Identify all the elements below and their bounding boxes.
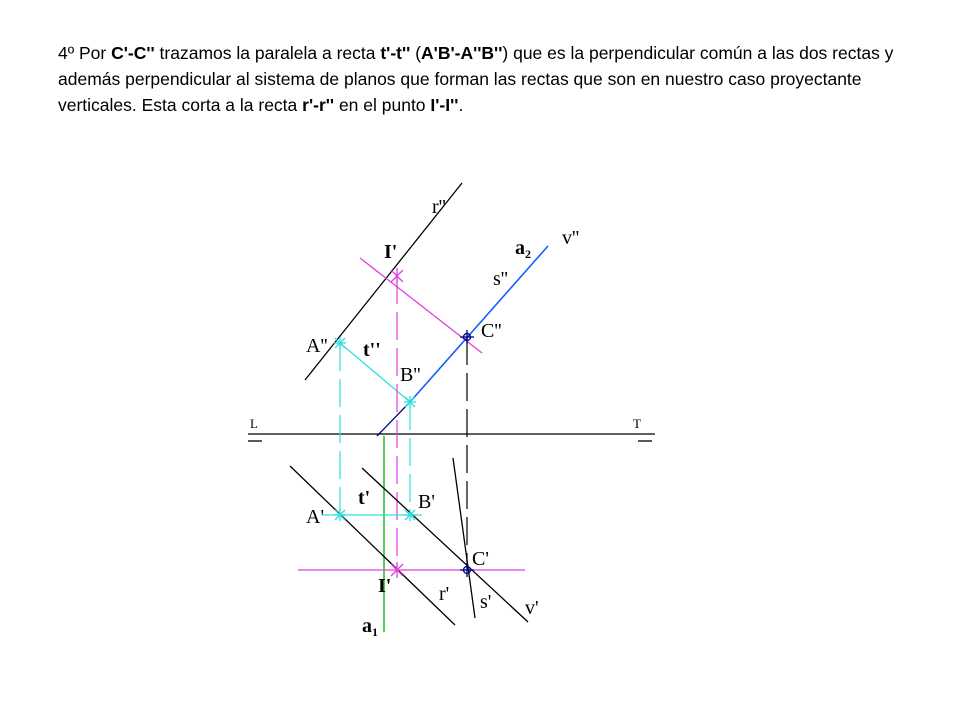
text-segment: 4º Por xyxy=(58,43,112,63)
label-s-vertical: s'' xyxy=(493,268,508,290)
label-i-vertical: I' xyxy=(384,241,398,263)
label-t-horizontal: t' xyxy=(358,487,371,509)
text-segment: en el punto xyxy=(334,95,431,115)
point-i-label: I'-I'' xyxy=(430,95,459,115)
point-a-horizontal xyxy=(334,509,346,521)
label-t: T xyxy=(633,416,641,431)
label-l: L xyxy=(250,416,258,431)
text-segment: . xyxy=(458,95,464,115)
label-t-vertical: t'' xyxy=(363,339,381,361)
point-a-vertical xyxy=(334,337,346,349)
label-r-horizontal: r' xyxy=(439,583,450,605)
line-r-horizontal-projection xyxy=(290,466,455,625)
text-segment: ( xyxy=(410,43,422,63)
label-b-vertical: B'' xyxy=(400,364,421,386)
point-c-label: C'-C'' xyxy=(111,43,155,63)
point-b-horizontal xyxy=(404,509,416,521)
points xyxy=(334,268,474,578)
label-i-horizontal: I' xyxy=(378,575,392,597)
text-segment: trazamos la paralela a recta xyxy=(154,43,381,63)
reference-lines xyxy=(340,276,467,570)
ground-line-group xyxy=(248,434,655,441)
label-a-horizontal: A' xyxy=(306,506,325,528)
label-b-horizontal: B' xyxy=(418,491,435,513)
label-a2: $a_2$ xyxy=(515,237,531,261)
point-b-vertical xyxy=(404,396,416,408)
label-v-vertical: v'' xyxy=(562,227,580,249)
label-c-horizontal: C' xyxy=(472,548,489,570)
line-r-label: r'-r'' xyxy=(302,95,335,115)
segment-ab-label: A'B'-A''B'' xyxy=(421,43,503,63)
label-a1: $a_1$ xyxy=(362,615,378,639)
label-v-horizontal: v' xyxy=(525,597,539,619)
line-s-vertical-extension xyxy=(377,402,410,436)
line-s-vertical-projection xyxy=(410,246,548,402)
label-a-vertical: A'' xyxy=(306,335,328,357)
text-segment: ) que es la perpendicular común a las dos rectas y además perpendicular al sistema de planos que forman las rectas que son en nuestro caso proyectante verticales. Esta corta a la recta xyxy=(58,43,894,115)
label-c-vertical: C'' xyxy=(481,320,502,342)
label-r-vertical: r'' xyxy=(432,196,446,218)
line-s-horizontal-projection xyxy=(453,458,475,618)
line-t-label: t'-t'' xyxy=(380,43,411,63)
label-s-horizontal: s' xyxy=(480,591,492,613)
